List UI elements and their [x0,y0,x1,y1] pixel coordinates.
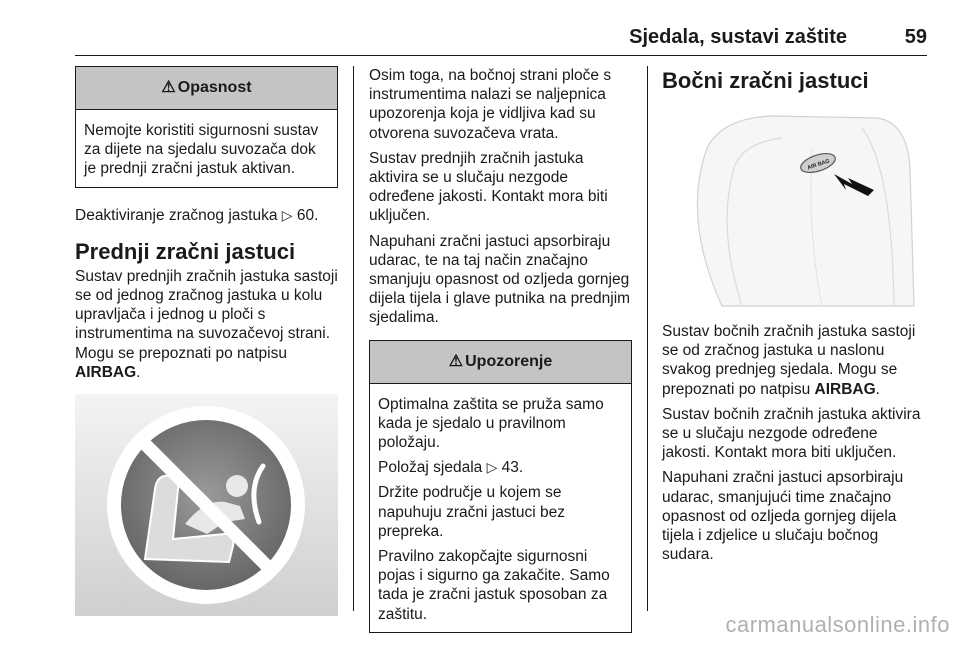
front-airbags-text: Sustav prednjih zračnih jastuka sastoji se od jednog zračnog jastuka u kolu upravljača i jednog u ploči s instrumentima na suvozačevoj strani. Mogu se prepoznati po natpisu [75,267,338,362]
front-airbags-paragraph [75,267,338,382]
page-number: 59 [904,26,927,48]
section-title-front-airbags: Prednji zračni jastuci [75,238,296,264]
watermark: carmanualsonline.info [725,612,950,637]
caution-box-body [370,384,631,632]
column-1 [75,66,338,616]
caution-text-4: Pravilno zakopčajte sigurnosni pojas i sigurno ga zakačite. Samo tada je zračni jastuk sposoban za zaštitu. [378,548,610,623]
column-divider-2 [647,66,648,611]
seat-position-ref-link[interactable]: 43. [501,459,524,477]
caution-text-3: Držite područje u kojem se napuhuju zračni jastuci bez prepreka. [378,484,565,540]
danger-text: Nemojte koristiti sigurnosni sustav za dijete na sjedalu suvozača dok je prednji zračni jastuk aktivan. [84,122,319,178]
seat-position-text: Položaj sjedala [378,459,483,477]
activation-paragraph: Sustav prednjih zračnih jastuka aktivira se u slučaju nezgode određene jakosti. Kontakt mora biti uključen. [369,149,608,225]
danger-title: Opasnost [177,79,252,96]
absorb-paragraph: Napuhani zračni jastuci apsorbiraju udarac, te na taj način značajno smanjuju opasnost od ozljeda gornjeg dijela tijela i glave putnika na prednjim sjedalima. [369,232,631,327]
side-airbags-end: . [875,380,880,398]
page-header [75,26,927,56]
side-airbags-text: Sustav bočnih zračnih jastuka sastoji se od zračnog jastuka u naslonu svakog prednjeg sjedala. Mogu se prepoznati po natpisu [662,323,916,398]
page-reference-arrow-icon: ▷ [486,459,498,476]
caution-text-1: Optimalna zaštita se pruža samo kada je sjedalo u pravilnom položaju. [378,395,604,452]
airbag-label-text: AIR BAG [806,158,831,172]
child-head-icon [226,475,248,497]
caution-box-header [370,341,631,384]
column-2 [369,66,632,647]
header-title: Sjedala, sustavi zaštite [629,26,847,48]
deactivation-ref-link[interactable]: 60. [296,206,319,224]
caution-title: Upozorenje [465,352,553,370]
side-airbag-seat-illustration [662,108,928,308]
seat-backrest [697,116,914,306]
side-airbags-paragraph [662,322,928,399]
warning-triangle-icon: ⚠ [448,352,464,370]
danger-box [75,66,338,188]
airbag-keyword: AIRBAG [814,380,876,398]
side-absorb-paragraph: Napuhani zračni jastuci apsorbiraju udarac, smanjujući time značajno opasnost od ozljeda gornjeg dijela tijela i zdjelice u slučaju bočnog sudara. [662,469,904,564]
column-3 [662,66,928,570]
deactivation-text: Deaktiviranje zračnog jastuka [75,206,278,224]
caution-box [369,340,632,633]
danger-box-body [76,110,337,187]
page-reference-arrow-icon: ▷ [281,206,293,223]
header-divider [75,55,927,56]
caution-text-2 [378,458,623,477]
child-seat-prohibited-illustration [75,394,338,616]
front-airbags-end: . [136,363,141,381]
airbag-keyword: AIRBAG [75,363,137,381]
warning-label-paragraph: Osim toga, na bočnoj strani ploče s instrumentima nalazi se naljepnica upozorenja koja je vidljiva kad su otvorena suvozačeva vrata. [369,67,612,142]
warning-triangle-icon: ⚠ [161,79,176,96]
deactivation-paragraph [75,206,338,225]
danger-box-header [76,67,337,110]
side-activation-paragraph: Sustav bočnih zračnih jastuka aktivira se u slučaju nezgode određene jakosti. Kontakt mora biti uključen. [662,405,921,462]
column-divider-1 [353,66,354,611]
section-title-side-airbags: Bočni zračni jastuci [662,68,869,93]
